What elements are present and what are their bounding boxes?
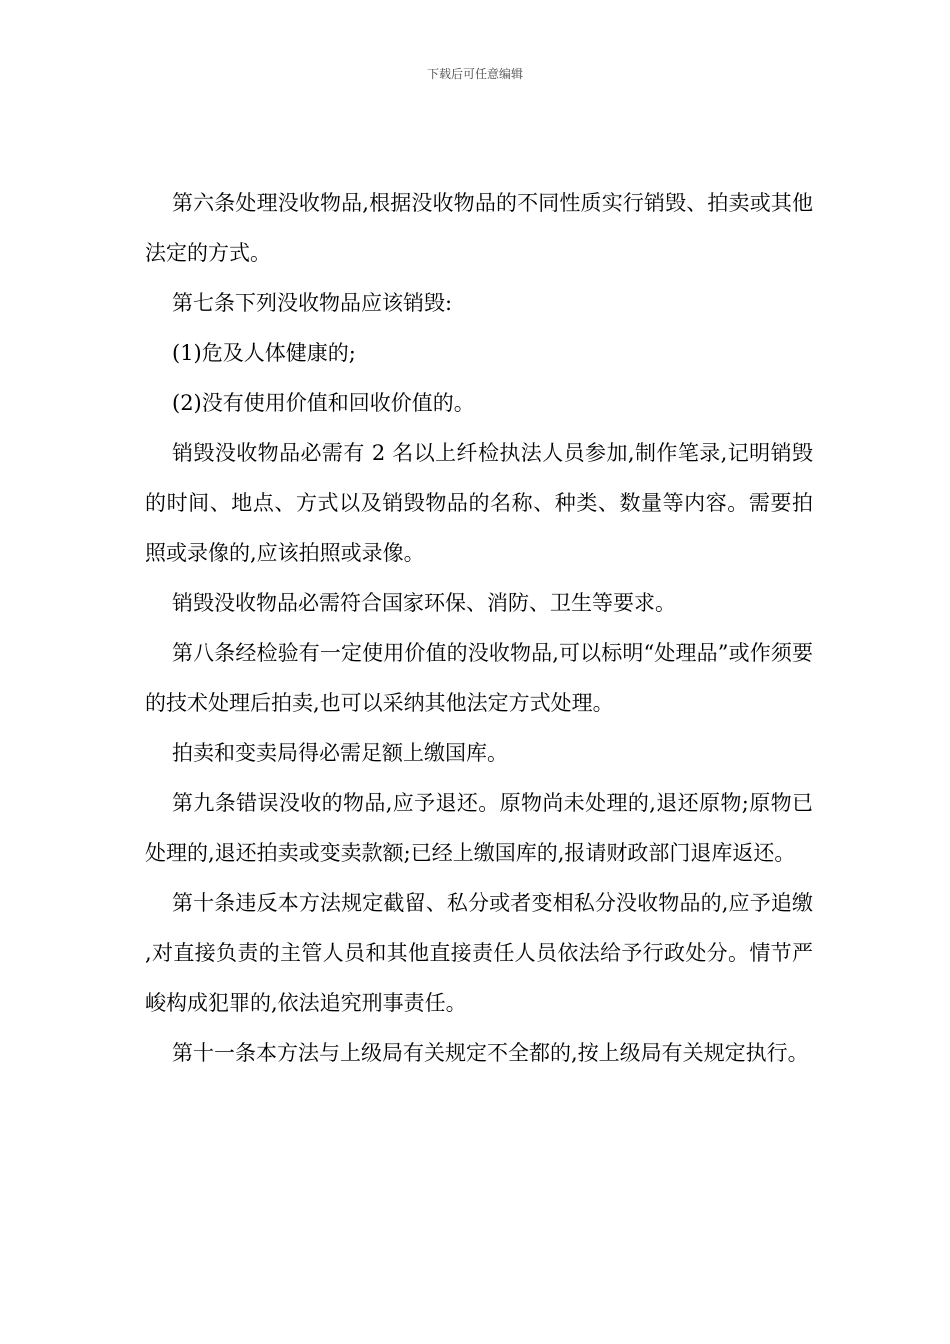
paragraph-article-6: 第六条处理没收物品,根据没收物品的不同性质实行销毁、拍卖或其他法定的方式。 bbox=[145, 191, 813, 265]
paragraph-destruction-requirements: 销毁没收物品必需符合国家环保、消防、卫生等要求。 bbox=[172, 591, 676, 615]
paragraph-destruction-procedure: 销毁没收物品必需有 2 名以上纤检执法人员参加,制作笔录,记明销毁的时间、地点、方式以及销毁物品的名称、种类、数量等内容。需要拍照或录像的,应该拍照或录像。 bbox=[145, 441, 813, 565]
paragraph-item-1: (1)危及人体健康的; bbox=[172, 341, 356, 365]
paragraph-article-11: 第十一条本方法与上级局有关规定不全都的,按上级局有关规定执行。 bbox=[172, 1041, 809, 1065]
paragraph-article-7: 第七条下列没收物品应该销毁: bbox=[172, 291, 453, 315]
paragraph-article-10: 第十条违反本方法规定截留、私分或者变相私分没收物品的,应予追缴,对直接负责的主管人员和其他直接责任人员依法给予行政处分。情节严峻构成犯罪的,依法追究刑事责任。 bbox=[145, 891, 813, 1015]
document-body bbox=[145, 178, 813, 1078]
paragraph-article-8: 第八条经检验有一定使用价值的没收物品,可以标明“处理品”或作须要的技术处理后拍卖,也可以采纳其他法定方式处理。 bbox=[145, 641, 813, 715]
paragraph-article-9: 第九条错误没收的物品,应予退还。原物尚未处理的,退还原物;原物已处理的,退还拍卖或变卖款额;已经上缴国库的,报请财政部门退库返还。 bbox=[145, 791, 813, 865]
page-header: 下载后可任意编辑 bbox=[426, 67, 523, 81]
paragraph-item-2: (2)没有使用价值和回收价值的。 bbox=[172, 391, 475, 415]
paragraph-auction-proceeds: 拍卖和变卖局得必需足额上缴国库。 bbox=[172, 741, 508, 765]
